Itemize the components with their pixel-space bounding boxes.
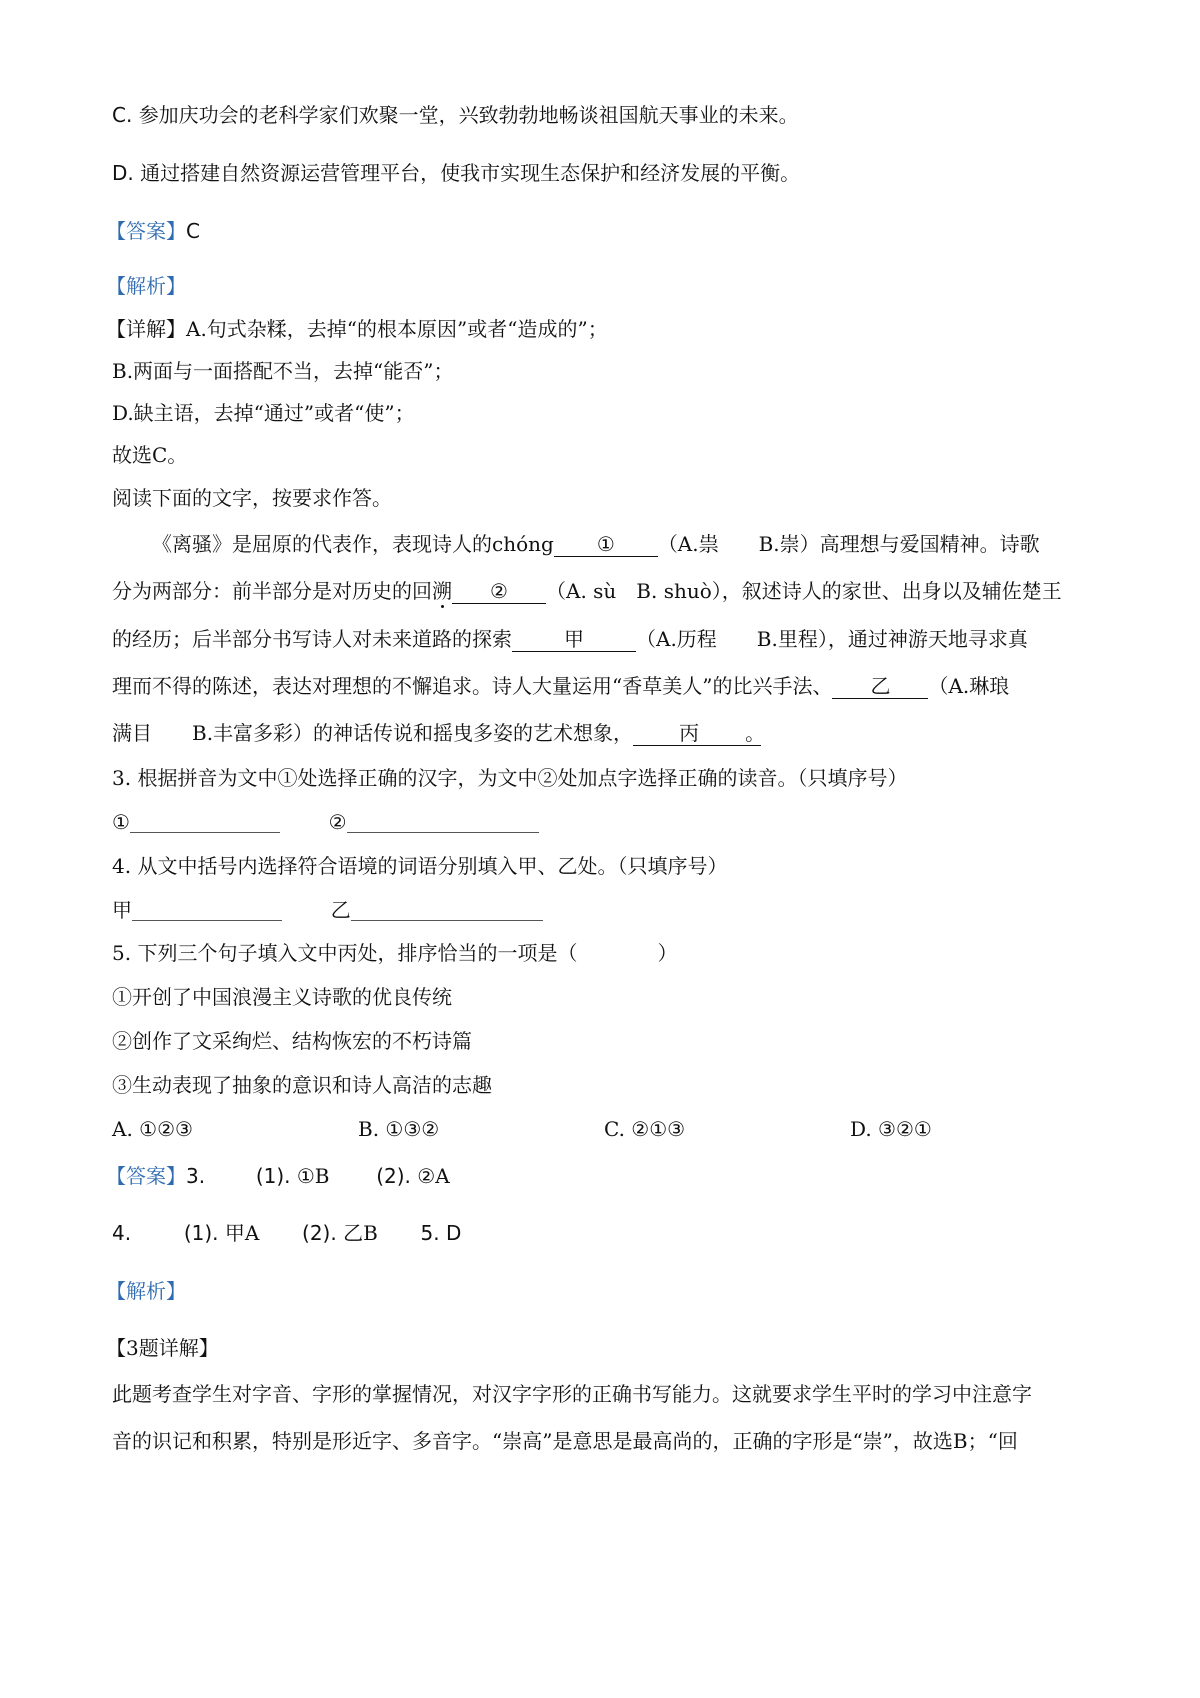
option-letter: D. xyxy=(112,161,134,185)
answer-num: 4. xyxy=(112,1221,132,1245)
passage-text: （A.祟 B.崇）高理想与爱国精神。诗歌 xyxy=(657,532,1040,556)
question-5: 5. 下列三个句子填入文中丙处，排序恰当的一项是（ ） xyxy=(112,941,678,965)
blank-2: ② xyxy=(452,579,546,604)
reading-instruction: 阅读下面的文字，按要求作答。 xyxy=(112,486,392,510)
detail-label: 【详解】 xyxy=(106,317,186,341)
question-4: 4. 从文中括号内选择符合语境的词语分别填入甲、乙处。（只填序号） xyxy=(112,854,728,878)
analysis-label: 【解析】 xyxy=(106,274,186,298)
answer-num: 3. xyxy=(186,1164,206,1188)
answer-part: (2). xyxy=(302,1221,337,1245)
fill-line[interactable] xyxy=(132,920,282,921)
detail-line xyxy=(106,315,608,343)
answer-part: (1). xyxy=(255,1164,291,1188)
answer-label: 【答案】 xyxy=(106,1164,186,1188)
question-3-fill-row xyxy=(112,808,539,836)
passage-line xyxy=(112,577,1062,605)
option-text: 参加庆功会的老科学家们欢聚一堂，兴致勃勃地畅谈祖国航天事业的未来。 xyxy=(138,103,799,127)
blank-jia: 甲 xyxy=(512,627,636,652)
blank-bing: 丙 xyxy=(633,721,745,746)
passage-text: 《离骚》是屈原的代表作，表现诗人的chóng xyxy=(152,532,554,556)
answer-value: 乙B xyxy=(343,1221,378,1245)
dotted-char: 溯 xyxy=(432,579,452,603)
detail-line: B.两面与一面搭配不当，去掉“能否”； xyxy=(112,359,454,383)
passage-line xyxy=(112,672,1009,700)
option-d xyxy=(112,159,800,187)
sentence-item: ②创作了文采绚烂、结构恢宏的不朽诗篇 xyxy=(112,1029,472,1053)
answer-line xyxy=(106,217,200,245)
fill-label: ① xyxy=(112,810,130,834)
passage-text: （A.历程 B.里程），通过神游天地寻求真 xyxy=(636,627,1028,651)
sentence-item: ③生动表现了抽象的意识和诗人高洁的志趣 xyxy=(112,1073,492,1097)
answers-line-1 xyxy=(106,1162,450,1190)
choice-c[interactable]: C. ②①③ xyxy=(604,1117,686,1141)
detail-line: D.缺主语，去掉“通过”或者“使”； xyxy=(112,401,415,425)
option-c xyxy=(112,101,799,129)
option-letter: C. xyxy=(112,103,133,127)
detail-line: 音的识记和积累，特别是形近字、多音字。“崇高”是意思是最高尚的，正确的字形是“崇”，故选B；“回 xyxy=(112,1429,1018,1453)
choice-d[interactable]: D. ③②① xyxy=(850,1117,932,1141)
passage-text: 分为两部分：前半部分是对历史的回 xyxy=(112,579,432,603)
passage-line xyxy=(112,719,766,747)
option-text: 通过搭建自然资源运营管理平台，使我市实现生态保护和经济发展的平衡。 xyxy=(140,161,801,185)
answer-q5: 5. D xyxy=(420,1221,462,1245)
analysis-label: 【解析】 xyxy=(106,1279,186,1303)
detail-header: 【3题详解】 xyxy=(106,1336,219,1360)
passage-text: 。 xyxy=(745,721,766,745)
answers-line-2 xyxy=(112,1219,461,1247)
blank-yi: 乙 xyxy=(832,674,928,699)
choice-row xyxy=(112,1115,1012,1143)
fill-line[interactable] xyxy=(351,920,543,921)
blank-1: ① xyxy=(554,532,658,557)
fill-label: 甲 xyxy=(112,898,132,922)
choice-b[interactable]: B. ①③② xyxy=(358,1117,440,1141)
passage-text: 理而不得的陈述，表达对理想的不懈追求。诗人大量运用“香草美人”的比兴手法、 xyxy=(112,674,833,698)
answer-value: ②A xyxy=(417,1164,450,1188)
sentence-item: ①开创了中国浪漫主义诗歌的优良传统 xyxy=(112,985,452,1009)
answer-part: (2). xyxy=(376,1164,411,1188)
question-3: 3. 根据拼音为文中①处选择正确的汉字，为文中②处加点字选择正确的读音。（只填序号） xyxy=(112,766,908,790)
choice-a[interactable]: A. ①②③ xyxy=(112,1117,193,1141)
passage-text: 满目 B.丰富多彩）的神话传说和摇曳多姿的艺术想象， xyxy=(112,721,634,745)
detail-line: 此题考查学生对字音、字形的掌握情况，对汉字字形的正确书写能力。这就要求学生平时的学习中注意字 xyxy=(112,1382,1032,1406)
answer-value: 甲A xyxy=(224,1221,260,1245)
answer-label: 【答案】 xyxy=(106,219,186,243)
passage-text: （A. sù B. shuò），叙述诗人的家世、出身以及辅佐楚王 xyxy=(546,579,1062,603)
fill-line[interactable] xyxy=(347,832,539,833)
answer-value: C xyxy=(186,219,200,243)
passage-line xyxy=(112,625,1028,653)
passage-line xyxy=(152,530,1040,558)
answer-part: (1). xyxy=(183,1221,219,1245)
question-4-fill-row xyxy=(112,896,543,924)
fill-line[interactable] xyxy=(130,832,280,833)
fill-label: 乙 xyxy=(330,898,351,922)
passage-text: （A.琳琅 xyxy=(928,674,1010,698)
detail-line: 故选C。 xyxy=(112,443,188,467)
fill-label: ② xyxy=(328,810,347,834)
detail-text: A.句式杂糅，去掉“的根本原因”或者“造成的”； xyxy=(186,317,608,341)
passage-text: 的经历；后半部分书写诗人对未来道路的探索 xyxy=(112,627,512,651)
answer-value: ①B xyxy=(296,1164,330,1188)
